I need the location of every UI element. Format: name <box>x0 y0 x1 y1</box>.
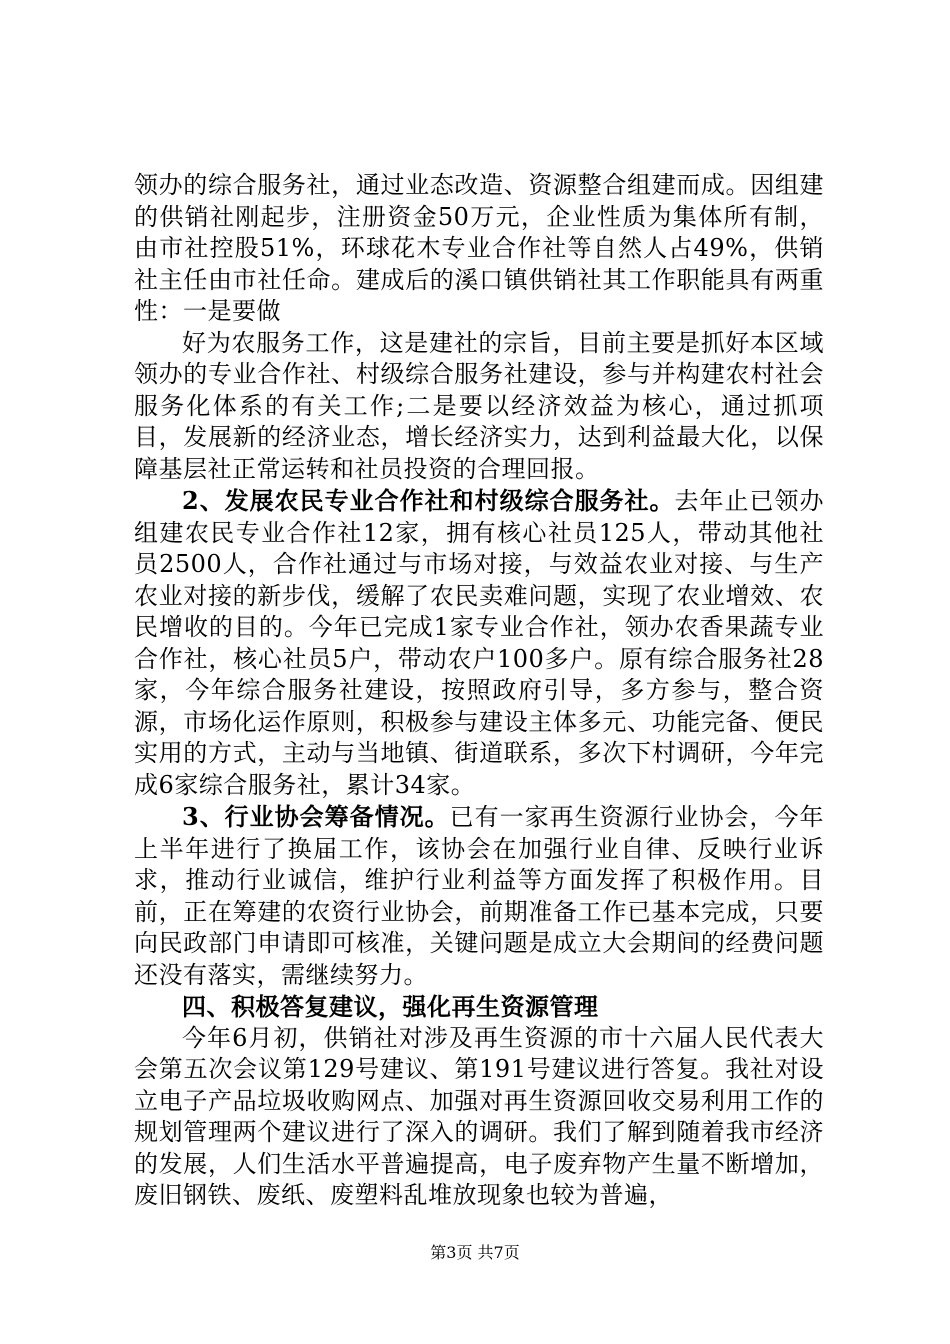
paragraph-3-lead: 2、发展农民专业合作社和村级综合服务社。 <box>182 486 675 515</box>
page-number-footer: 第3页 共7页 <box>430 1243 520 1262</box>
paragraph-4-lead: 3、行业协会筹备情况。 <box>182 802 450 831</box>
section-heading-4: 四、积极答复建议，强化再生资源管理 <box>182 992 599 1021</box>
paragraph-5: 今年6月初，供销社对涉及再生资源的市十六届人民代表大会第五次会议第129号建议、第191号建议进行答复。我社对设立电子产品垃圾收购网点、加强对再生资源回收交易利用工作的规划管理两个建议进行了深入的调研。我们了解到随着我市经济的发展，人们生活水平普遍提高，电子废弃物产生量不断增加，废旧钢铁、废纸、废塑料乱堆放现象也较为普遍， <box>134 1023 824 1209</box>
paragraph-3 <box>134 485 824 801</box>
paragraph-2: 好为农服务工作，这是建社的宗旨，目前主要是抓好本区域领办的专业合作社、村级综合服务社建设，参与并构建农村社会服务化体系的有关工作;二是要以经济效益为核心，通过抓项目，发展新的经济业态，增长经济实力，达到利益最大化，以保障基层社正常运转和社员投资的合理回报。 <box>134 328 824 483</box>
paragraph-4-body: 已有一家再生资源行业协会，今年上半年进行了换届工作，该协会在加强行业自律、反映行业诉求，推动行业诚信，维护行业利益等方面发挥了积极作用。目前，正在筹建的农资行业协会，前期准备工作已基本完成，只要向民政部门申请即可核准，关键问题是成立大会期间的经费问题还没有落实，需继续努力。 <box>134 803 824 989</box>
document-body <box>134 170 824 1212</box>
paragraph-4 <box>134 801 824 991</box>
paragraph-3-body: 去年止已领办组建农民专业合作社12家，拥有核心社员125人，带动其他社员2500人，合作社通过与市场对接，与效益农业对接、与生产农业对接的新步伐，缓解了农民卖难问题，实现了农业增效、农民增收的目的。今年已完成1家专业合作社，领办农香果蔬专业合作社，核心社员5户，带动农户100多户。原有综合服务社28家，今年综合服务社建设，按照政府引导，多方参与，整合资源，市场化运作原则，积极参与建设主体多元、功能完备、便民实用的方式，主动与当地镇、街道联系，多次下村调研，今年完成6家综合服务社，累计34家。 <box>134 487 825 799</box>
paragraph-1: 领办的综合服务社，通过业态改造、资源整合组建而成。因组建的供销社刚起步，注册资金50万元，企业性质为集体所有制，由市社控股51%，环球花木专业合作社等自然人占49%，供销社主任由市社任命。建成后的溪口镇供销社其工作职能具有两重性：一是要做 <box>134 171 824 325</box>
